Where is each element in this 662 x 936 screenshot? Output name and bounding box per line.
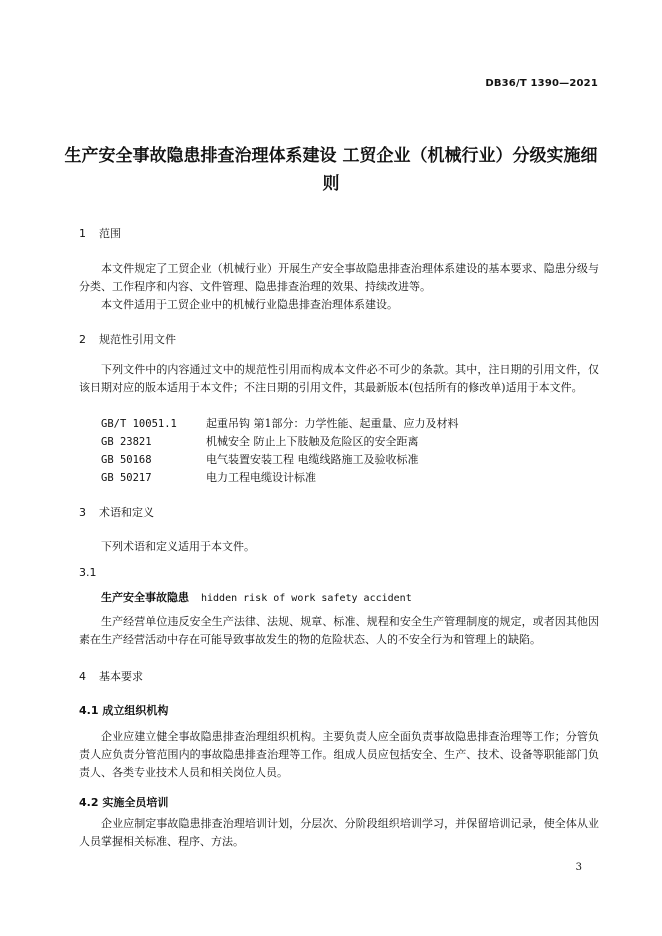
reference-title: 机械安全 防止上下肢触及危险区的安全距离 — [206, 435, 419, 448]
section-heading-1 — [79, 225, 121, 241]
section-heading-4 — [79, 668, 143, 684]
section-number: 1 — [79, 227, 86, 240]
standard-code: DB36/T 1390—2021 — [485, 78, 598, 89]
reference-item — [101, 469, 316, 487]
subsection-heading-4-1: 4.1 成立组织机构 — [79, 704, 169, 717]
section-title: 规范性引用文件 — [99, 333, 176, 346]
term-definition: 生产经营单位违反安全生产法律、法规、规章、标准、规程和安全生产管理制度的规定，或者因其他因素在生产经营活动中存在可能导致事故发生的物的危险状态、人的不安全行为和管理上的缺陷。 — [79, 615, 599, 646]
reference-code: GB 50217 — [101, 472, 152, 484]
section-title: 基本要求 — [99, 670, 143, 683]
reference-code: GB 50168 — [101, 454, 152, 466]
subsection-4-1-paragraph: 企业应建立健全事故隐患排查治理组织机构。主要负责人应全面负责事故隐患排查治理等工作；分管负责人应负责分管范围内的事故隐患排查治理等工作。组成人员应包括安全、生产、技术、设备等职能部门负责人、各类专业技术人员和相关岗位人员。 — [79, 730, 599, 779]
reference-title: 电力工程电缆设计标准 — [206, 471, 316, 484]
section-title: 术语和定义 — [99, 506, 154, 519]
reference-item — [101, 415, 459, 433]
section-title: 范围 — [99, 227, 121, 240]
term-number: 3.1 — [79, 566, 97, 579]
term-entry — [101, 589, 412, 605]
term-chinese: 生产安全事故隐患 — [101, 591, 189, 604]
subsection-4-2-paragraph: 企业应制定事故隐患排查治理培训计划，分层次、分阶段组织培训学习，并保留培训记录，使全体从业人员掌握相关标准、程序、方法。 — [79, 817, 599, 848]
reference-title: 电气装置安装工程 电缆线路施工及验收标准 — [206, 453, 419, 466]
scope-paragraph-2: 本文件适用于工贸企业中的机械行业隐患排查治理体系建设。 — [101, 298, 398, 311]
reference-code: GB/T 10051.1 — [101, 418, 177, 430]
section-heading-2 — [79, 331, 176, 347]
subsection-heading-4-2: 4.2 实施全员培训 — [79, 796, 169, 809]
reference-code: GB 23821 — [101, 436, 152, 448]
reference-title: 起重吊钩 第1部分：力学性能、起重量、应力及材料 — [206, 417, 459, 430]
document-title: 生产安全事故隐患排查治理体系建设 工贸企业（机械行业）分级实施细则 — [64, 146, 598, 194]
scope-paragraph-1: 本文件规定了工贸企业（机械行业）开展生产安全事故隐患排查治理体系建设的基本要求、隐患分级与分类、工作程序和内容、文件管理、隐患排查治理的效果、持续改进等。 — [79, 262, 599, 293]
reference-item — [101, 433, 419, 451]
term-english: hidden risk of work safety accident — [201, 593, 412, 604]
section-number: 2 — [79, 333, 86, 346]
reference-item — [101, 451, 419, 469]
page-number: 3 — [575, 862, 582, 873]
section-number: 3 — [79, 506, 86, 519]
section-heading-3 — [79, 504, 154, 520]
references-intro-paragraph: 下列文件中的内容通过文中的规范性引用而构成本文件必不可少的条款。其中，注日期的引用文件，仅该日期对应的版本适用于本文件；不注日期的引用文件，其最新版本(包括所有的修改单)适用于本文件。 — [79, 363, 599, 394]
terms-intro-paragraph: 下列术语和定义适用于本文件。 — [101, 540, 255, 553]
section-number: 4 — [79, 670, 86, 683]
